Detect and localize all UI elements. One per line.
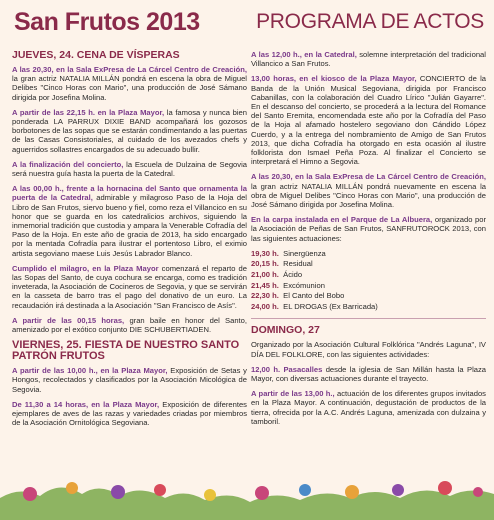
concert-name: Excómunion	[283, 280, 325, 290]
event-text: gran baile en honor del Santo, amenizado por el exótico conjunto DIE SCHUBERTIADEN.	[12, 315, 247, 335]
list-item	[251, 281, 486, 292]
concert-time: 24,00 h.	[251, 301, 279, 311]
concert-time: 20,15 h.	[251, 259, 279, 269]
concert-name: El Canto del Bobo	[283, 291, 345, 301]
event-paragraph	[251, 74, 486, 166]
page-title: San Frutos 2013	[14, 8, 200, 36]
event-text: organizado por la Asociación de Peñas de San Frutos, SANFRUTOROCK 2013, con las siguientes actuaciones:	[251, 215, 486, 243]
day-heading-friday: VIERNES, 25. FIESTA DE NUESTRO SANTO PATRÓN FRUTOS	[12, 339, 240, 363]
list-item	[251, 302, 486, 313]
event-text: Exposición de Setas y Hongos, recolectados y clasificados por la Asociación Micológica de Segovia.	[12, 366, 247, 394]
event-paragraph	[12, 400, 247, 428]
event-lead: A la finalización del concierto,	[12, 159, 124, 169]
concert-name: Sinergüenza	[283, 248, 326, 258]
event-text: actuación de los diferentes grupos invitados en la Plaza Mayor. A continuación, degustación de productos de la tierra, ofrecida por la A.C. Andrés Laguna, amenizada con dulzaina y tamboril.	[251, 389, 486, 426]
event-text: comenzará el reparto de las Sopas del Santo, de cuya cochura se encarga, como es tradición inveterada, la Asociación de Cocineros de Segovia, y que se servirán en la casseta de barro tras el pago del donativo de un euro. La recaudación irá destinada a la Asociación "San Francisco de Asís".	[12, 263, 247, 310]
list-item	[251, 291, 486, 302]
event-lead: A las 00,00 h., frente a la hornacina del Santo que ornamenta la puerta de la Catedral,	[12, 184, 247, 203]
concert-name: Residual	[283, 259, 313, 269]
event-text: la gran actriz NATALIA MILLÁN pondrá nuevamente en escena la obra de Miguel Delibes "Cinco Horas con Mario", una producción de José Sámano dirigida por Josefina Molina.	[251, 181, 486, 210]
left-column	[12, 50, 247, 434]
day-heading-thursday: JUEVES, 24. CENA DE VÍSPERAS	[12, 49, 180, 61]
concert-list	[251, 249, 486, 313]
list-item	[251, 249, 486, 260]
event-lead: 12,00 h. Pasacalles	[251, 364, 323, 374]
event-lead: A las 20,30, en la Sala ExPresa de La Cárcel Centro de Creación,	[251, 172, 486, 182]
event-paragraph	[12, 184, 247, 258]
event-paragraph	[251, 50, 486, 68]
event-paragraph	[251, 215, 486, 243]
concert-name: EL DROGAS (Ex Barricada)	[283, 301, 378, 311]
event-lead: De 11,30 a 14 horas, en la Plaza Mayor,	[12, 399, 160, 409]
event-paragraph	[251, 389, 486, 426]
day-heading-sunday: DOMINGO, 27	[251, 324, 320, 337]
event-lead: A partir de las 00,15 horas,	[12, 315, 125, 325]
concert-time: 19,30 h.	[251, 248, 279, 258]
event-paragraph	[12, 160, 247, 178]
right-column	[251, 50, 486, 432]
event-lead: En la carpa instalada en el Parque de La Albuera,	[251, 215, 433, 225]
event-paragraph	[251, 365, 486, 383]
event-paragraph	[12, 316, 247, 334]
header-band	[0, 0, 494, 42]
event-paragraph	[251, 340, 486, 358]
event-lead: A partir de las 13,00 h.,	[251, 389, 335, 399]
event-lead: A las 20,30, en la Sala ExPresa de La Cárcel Centro de Creación,	[12, 65, 247, 74]
event-text: Exposición de diferentes ejemplares de aves de las razas y variedades criadas por miembros de la Asociación Ornitológica Segoviana.	[12, 399, 247, 428]
concert-time: 21,00 h.	[251, 270, 279, 280]
list-item	[251, 270, 486, 281]
floral-decoration-icon	[0, 468, 494, 520]
event-text: Organizado por la Asociación Cultural Folklórica "Andrés Laguna", IV DÍA DEL FOLKLORE, con las siguientes actividades:	[251, 340, 486, 359]
event-paragraph	[12, 108, 247, 154]
event-paragraph	[251, 172, 486, 209]
event-text: CONCIERTO de la Banda de la Unión Musical Segoviana, dirigida por Francisco Cabanillas, con la colaboración del Cuadro Lírico "Julián Gayarre". En el descanso del concierto, se procederá a la lectura del Romance del Santo Eremita, encomendada este año por la Cofradía del Paso de la Hoja al afamado hostelero segoviano don Cándido López Cuerdo, y a la entrega del nombramiento de Amigo de San Frutos 2013, que dicha Cofradía ha otorgado en esta ocasión al ilustre folklorista don Ismael Peña Poza. Al finalizar el Concierto se interpretará el Himno a Segovia.	[251, 74, 486, 167]
event-text: admirable y milagroso Paso de la Hoja del Libro de San Frutos, siervo bueno y fiel, como reza el Villancico en su honor que se guarda en los catedralicios archivos, siguiendo la inmemorial tradición que custodia y ampara la Venerable Cofradía del Paso de la Hoja. En este año de gracia de 2013, ha sido encargado por la mentada Cofradía para ilustrar el portentoso Libro, el eximio artista segoviano maese Luis Jesús Labrador Blanco.	[12, 193, 247, 258]
event-paragraph	[12, 65, 247, 102]
event-text: la Escuela de Dulzaina de Segovia será nuestra guía hasta la puerta de la Catedral.	[12, 159, 247, 179]
concert-time: 21,45 h.	[251, 280, 279, 290]
event-text: solemne interpretación del tradicional Villancico a San Frutos.	[251, 50, 486, 69]
program-title: PROGRAMA DE ACTOS	[256, 10, 484, 33]
event-lead: Cumplido el milagro, en la Plaza Mayor	[12, 263, 159, 273]
event-text: desde la iglesia de San Millán hasta la Plaza Mayor, con diversas actuaciones durante el trayecto.	[251, 364, 486, 384]
event-lead: 13,00 horas, en el kiosco de la Plaza Mayor,	[251, 74, 417, 84]
list-item	[251, 259, 486, 270]
divider	[251, 318, 486, 319]
event-lead: A las 12,00 h., en la Catedral,	[251, 50, 357, 59]
event-lead: A partir de las 22,15 h. en la Plaza Mayor,	[12, 107, 165, 117]
event-paragraph	[12, 366, 247, 394]
event-text: la gran actriz NATALIA MILLÁN pondrá en escena la obra de Miguel Delibes "Cinco Horas con Mario", una producción de José Sámano dirigida por Josefina Molina.	[12, 74, 247, 102]
event-paragraph	[12, 264, 247, 310]
concert-time: 22,30 h.	[251, 291, 279, 301]
event-lead: A partir de las 10,00 h., en la Plaza Mayor,	[12, 366, 168, 376]
concert-name: Ácido	[283, 270, 303, 280]
event-text: la famosa y nunca bien ponderada LA PARRUX DIXIE BAND acompañará los gozosos borbotones de las sopas que se estarán condimentando a las puertas de las Casas Consistoriales, al cuidado de los avezados chefs y aguerridos sollastres encargados de su adecuado bullir.	[12, 107, 247, 154]
